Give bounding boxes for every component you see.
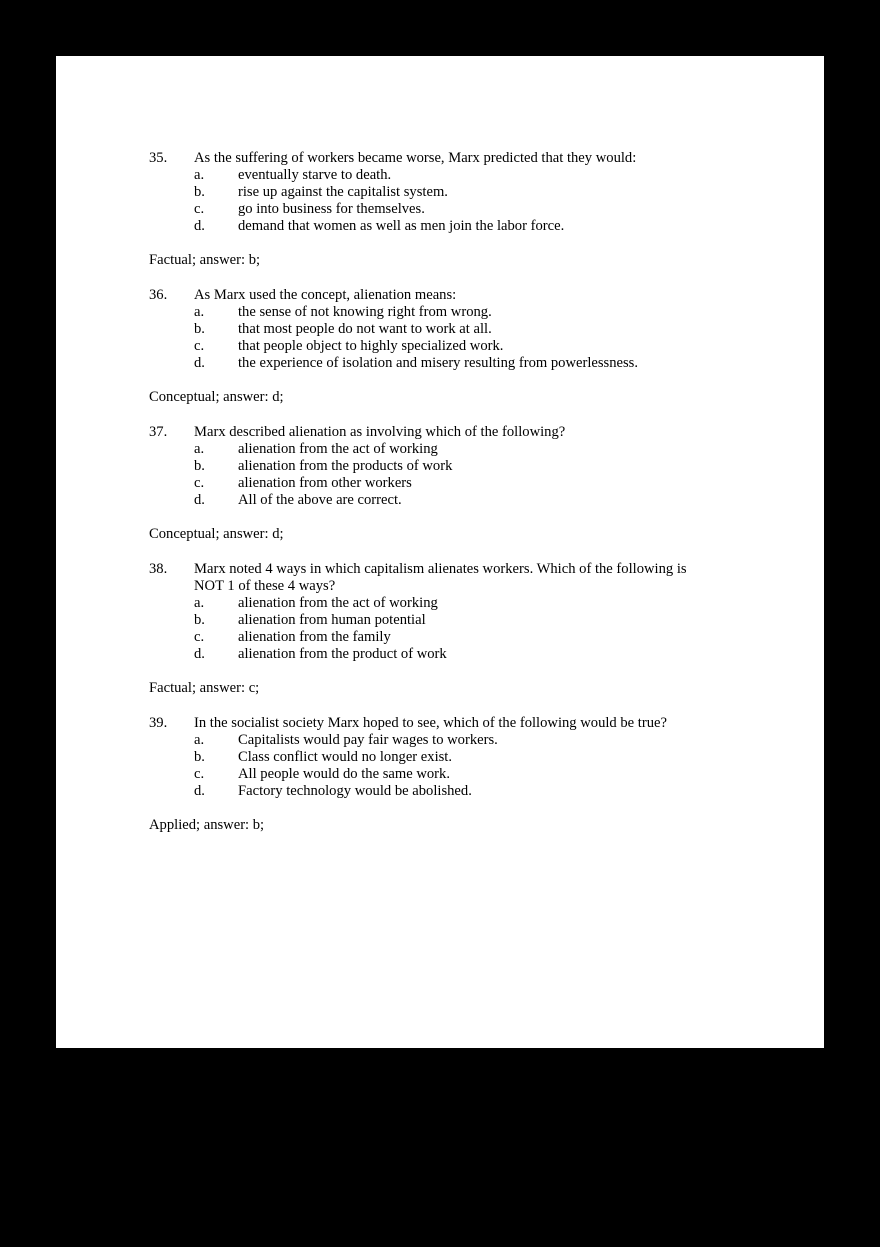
option-letter: c. (194, 475, 205, 491)
option-letter: a. (194, 732, 205, 748)
option-a (149, 441, 709, 458)
question-39 (149, 715, 709, 834)
option-text: rise up against the capitalist system. (238, 184, 448, 200)
option-text: go into business for themselves. (238, 201, 425, 217)
option-text: Factory technology would be abolished. (238, 783, 472, 799)
question-number: 38. (149, 561, 168, 577)
question-36 (149, 287, 709, 406)
question-number: 37. (149, 424, 168, 440)
option-text: Class conflict would no longer exist. (238, 749, 453, 765)
option-text: alienation from other workers (238, 475, 412, 491)
option-a (149, 595, 709, 612)
option-text: alienation from the act of working (238, 595, 438, 611)
answer-key: Conceptual; answer: d; (149, 526, 284, 542)
option-letter: d. (194, 218, 205, 234)
option-c (149, 766, 709, 783)
option-text: the experience of isolation and misery resulting from powerlessness. (238, 355, 639, 371)
option-text: alienation from the family (238, 629, 391, 645)
option-letter: a. (194, 595, 205, 611)
option-letter: c. (194, 766, 205, 782)
answer-key: Factual; answer: c; (149, 680, 260, 696)
option-text: the sense of not knowing right from wrong. (238, 304, 492, 320)
option-c (149, 338, 709, 355)
question-stem (149, 715, 709, 732)
question-35 (149, 150, 709, 269)
option-text: demand that women as well as men join the labor force. (238, 218, 565, 234)
option-letter: b. (194, 612, 205, 628)
option-text: alienation from human potential (238, 612, 426, 628)
option-letter: a. (194, 167, 205, 183)
option-text: alienation from the act of working (238, 441, 438, 457)
option-c (149, 629, 709, 646)
question-text: In the socialist society Marx hoped to see, which of the following would be true? (194, 715, 667, 731)
option-b (149, 749, 709, 766)
question-text: Marx described alienation as involving which of the following? (194, 424, 566, 440)
option-a (149, 732, 709, 749)
answer-key: Conceptual; answer: d; (149, 389, 284, 405)
option-text: that people object to highly specialized work. (238, 338, 504, 354)
option-d (149, 218, 709, 235)
option-b (149, 321, 709, 338)
option-b (149, 458, 709, 475)
option-letter: b. (194, 749, 205, 765)
document-page (56, 56, 824, 1048)
option-letter: a. (194, 441, 205, 457)
option-letter: b. (194, 184, 205, 200)
option-d (149, 783, 709, 800)
option-text: that most people do not want to work at all. (238, 321, 492, 337)
question-text: As Marx used the concept, alienation means: (194, 287, 457, 303)
option-text: All people would do the same work. (238, 766, 450, 782)
option-text: Capitalists would pay fair wages to workers. (238, 732, 498, 748)
question-stem (149, 424, 709, 441)
question-stem (149, 150, 709, 167)
option-letter: b. (194, 458, 205, 474)
option-c (149, 201, 709, 218)
question-stem (149, 287, 709, 304)
question-38 (149, 561, 709, 697)
question-list (149, 150, 709, 852)
option-letter: a. (194, 304, 205, 320)
option-d (149, 492, 709, 509)
question-text: Marx noted 4 ways in which capitalism alienates workers. Which of the following is NOT 1 of these 4 ways? (194, 561, 687, 594)
option-text: alienation from the product of work (238, 646, 447, 662)
option-a (149, 167, 709, 184)
question-number: 36. (149, 287, 168, 303)
option-d (149, 646, 709, 663)
option-letter: c. (194, 338, 205, 354)
question-37 (149, 424, 709, 543)
answer-key: Factual; answer: b; (149, 252, 261, 268)
answer-key: Applied; answer: b; (149, 817, 265, 833)
question-text: As the suffering of workers became worse, Marx predicted that they would: (194, 150, 637, 166)
option-d (149, 355, 709, 372)
option-a (149, 304, 709, 321)
option-letter: d. (194, 783, 205, 799)
option-letter: d. (194, 355, 205, 371)
option-letter: d. (194, 492, 205, 508)
option-letter: b. (194, 321, 205, 337)
option-text: All of the above are correct. (238, 492, 402, 508)
option-letter: d. (194, 646, 205, 662)
question-number: 39. (149, 715, 168, 731)
option-c (149, 475, 709, 492)
option-text: alienation from the products of work (238, 458, 453, 474)
option-b (149, 184, 709, 201)
option-letter: c. (194, 201, 205, 217)
option-text: eventually starve to death. (238, 167, 392, 183)
question-stem (149, 561, 709, 595)
question-number: 35. (149, 150, 168, 166)
option-letter: c. (194, 629, 205, 645)
option-b (149, 612, 709, 629)
